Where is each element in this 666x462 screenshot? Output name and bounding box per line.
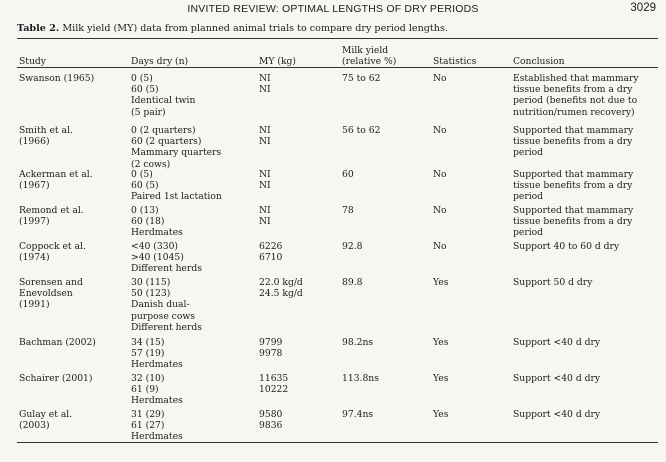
statistics-cell [433, 409, 448, 420]
relative-yield-cell [342, 277, 362, 288]
relative-yield-cell [342, 409, 373, 420]
days-dry-cell [131, 373, 183, 407]
study-cell [19, 73, 94, 84]
milk-yield-cell-line: 9978 [259, 348, 283, 360]
milk-yield-cell-line: 11635 [259, 373, 289, 384]
study-cell-line: Coppock et al. [19, 241, 86, 252]
study-cell [19, 409, 72, 431]
statistics-cell-line: No [433, 169, 447, 180]
study-cell [19, 125, 73, 147]
statistics-cell-line: No [433, 205, 447, 216]
conclusion-cell-line: period [513, 191, 544, 203]
milk-yield-cell-line: 10222 [259, 384, 289, 396]
study-cell-line: Swanson (1965) [19, 73, 95, 84]
statistics-cell [433, 337, 448, 348]
milk-yield-cell [259, 205, 271, 227]
table-caption [17, 23, 448, 34]
relative-yield-cell-line: 78 [342, 205, 354, 216]
days-dry-cell-line: 31 (29) [131, 409, 165, 420]
milk-yield-cell-line: 24.5 kg/d [259, 288, 303, 300]
days-dry-cell-line: 0 (5) [131, 169, 153, 180]
conclusion-cell [513, 409, 600, 420]
conclusion-cell [513, 205, 633, 239]
conclusion-cell-line: Established that mammary [513, 73, 639, 84]
study-cell [19, 277, 83, 311]
days-dry-cell-line: 0 (2 quarters) [131, 125, 196, 136]
conclusion-cell [513, 125, 633, 159]
days-dry-cell-line: <40 (330) [131, 241, 179, 252]
statistics-cell-line: Yes [433, 409, 449, 420]
milk-yield-cell-line: 9799 [259, 337, 283, 348]
milk-yield-cell-line: NI [259, 84, 271, 96]
relative-yield-cell-line: 98.2ns [342, 337, 374, 348]
days-dry-cell-line: Different herds [131, 263, 202, 275]
days-dry-cell-line: 61 (27) [131, 420, 165, 432]
conclusion-cell [513, 169, 633, 203]
statistics-cell [433, 277, 448, 288]
conclusion-cell [513, 337, 600, 348]
relative-yield-cell-line: 113.8ns [342, 373, 379, 384]
table-header-rule [17, 67, 658, 68]
days-dry-cell-line: Identical twin [131, 95, 196, 107]
conclusion-cell-line: tissue benefits from a dry [513, 216, 633, 228]
column-header-conclusion: Conclusion [513, 56, 565, 67]
days-dry-cell-line: 34 (15) [131, 337, 165, 348]
days-dry-cell-line: Paired 1st lactation [131, 191, 222, 203]
milk-yield-cell [259, 241, 282, 263]
study-cell [19, 337, 96, 348]
column-header-study: Study [19, 56, 46, 67]
days-dry-cell [131, 241, 202, 275]
milk-yield-cell-line: NI [259, 125, 271, 136]
conclusion-cell-line: tissue benefits from a dry [513, 180, 633, 192]
conclusion-cell-line: Support 50 d dry [513, 277, 593, 288]
conclusion-cell-line: Support <40 d dry [513, 373, 601, 384]
column-header-my: MY (kg) [259, 56, 297, 67]
days-dry-cell-line: Different herds [131, 321, 202, 333]
milk-yield-cell [259, 409, 282, 431]
relative-yield-cell [342, 125, 380, 136]
relative-yield-cell-line: 75 to 62 [342, 73, 381, 84]
conclusion-cell [513, 241, 619, 252]
days-dry-cell-line: 60 (2 quarters) [131, 136, 202, 148]
relative-yield-cell [342, 241, 362, 252]
milk-yield-cell-line: NI [259, 136, 271, 148]
relative-yield-cell-line: 97.4ns [342, 409, 374, 420]
column-header-days-dry: Days dry (n) [131, 56, 189, 67]
study-cell-line: Enevoldsen [19, 288, 73, 300]
relative-yield-cell-line: 89.8 [342, 277, 363, 288]
conclusion-cell-line: period [513, 227, 544, 239]
days-dry-cell-line: 0 (5) [131, 73, 153, 84]
conclusion-cell-line: period [513, 147, 544, 159]
days-dry-cell [131, 409, 183, 443]
conclusion-cell-line: Supported that mammary [513, 125, 634, 136]
days-dry-cell-line: 50 (123) [131, 288, 171, 300]
relative-yield-cell-line: 92.8 [342, 241, 363, 252]
conclusion-cell-line: period (benefits not due to [513, 95, 638, 107]
conclusion-cell-line: Support <40 d dry [513, 337, 601, 348]
statistics-cell [433, 125, 447, 136]
days-dry-cell-line: Herdmates [131, 359, 183, 371]
milk-yield-cell-line: 22.0 kg/d [259, 277, 303, 288]
table-top-rule [17, 38, 658, 39]
days-dry-cell-line: 60 (18) [131, 216, 165, 228]
study-cell-line: Remond et al. [19, 205, 84, 216]
conclusion-cell-line: Supported that mammary [513, 205, 634, 216]
milk-yield-cell [259, 125, 271, 147]
milk-yield-cell-line: 9836 [259, 420, 283, 432]
milk-yield-cell [259, 73, 271, 95]
study-cell [19, 241, 86, 263]
days-dry-cell-line: >40 (1045) [131, 252, 184, 264]
relative-yield-cell-line: 56 to 62 [342, 125, 381, 136]
conclusion-cell-line: Supported that mammary [513, 169, 634, 180]
statistics-cell [433, 241, 447, 252]
statistics-cell-line: Yes [433, 337, 449, 348]
table-caption-text: Milk yield (MY) data from planned animal trials to compare dry period lengths. [62, 23, 448, 34]
milk-yield-cell-line: NI [259, 169, 271, 180]
milk-yield-cell-line: NI [259, 180, 271, 192]
days-dry-cell-line: 57 (19) [131, 348, 165, 360]
study-cell-line: (1967) [19, 180, 50, 192]
study-cell-line: (1991) [19, 299, 50, 311]
relative-yield-cell [342, 373, 379, 384]
study-cell-line: (1966) [19, 136, 50, 148]
milk-yield-cell [259, 337, 282, 359]
relative-yield-cell [342, 73, 380, 84]
days-dry-cell-line: Herdmates [131, 431, 183, 443]
study-cell [19, 169, 93, 191]
statistics-cell-line: No [433, 241, 447, 252]
days-dry-cell-line: 0 (13) [131, 205, 159, 216]
statistics-cell-line: No [433, 125, 447, 136]
column-header-statistics: Statistics [433, 56, 477, 67]
milk-yield-cell-line: NI [259, 73, 271, 84]
study-cell-line: Bachman (2002) [19, 337, 96, 348]
days-dry-cell [131, 337, 183, 371]
days-dry-cell-line: 30 (115) [131, 277, 171, 288]
table-label: Table 2. [17, 23, 60, 34]
milk-yield-cell-line: NI [259, 205, 271, 216]
days-dry-cell-line: Danish dual- [131, 299, 190, 311]
milk-yield-cell-line: 6710 [259, 252, 283, 264]
days-dry-cell [131, 73, 195, 118]
conclusion-cell [513, 73, 639, 118]
days-dry-cell-line: Herdmates [131, 227, 183, 239]
column-header-relative-line1: Milk yield [342, 45, 389, 56]
relative-yield-cell [342, 205, 354, 216]
milk-yield-cell [259, 169, 271, 191]
relative-yield-cell-line: 60 [342, 169, 354, 180]
statistics-cell-line: Yes [433, 373, 449, 384]
statistics-cell [433, 73, 447, 84]
days-dry-cell-line: 32 (10) [131, 373, 165, 384]
study-cell-line: Sorensen and [19, 277, 83, 288]
days-dry-cell [131, 277, 202, 333]
milk-yield-cell-line: 6226 [259, 241, 283, 252]
running-title: INVITED REVIEW: OPTIMAL LENGTHS OF DRY PERIODS [187, 3, 479, 15]
conclusion-cell-line: Support 40 to 60 d dry [513, 241, 620, 252]
days-dry-cell [131, 169, 222, 203]
conclusion-cell [513, 277, 592, 288]
table-bottom-rule [17, 442, 658, 443]
conclusion-cell [513, 373, 600, 384]
conclusion-cell-line: tissue benefits from a dry [513, 84, 633, 96]
milk-yield-cell [259, 373, 288, 395]
study-cell-line: (1974) [19, 252, 50, 264]
study-cell [19, 373, 92, 384]
days-dry-cell [131, 125, 221, 170]
statistics-cell [433, 169, 447, 180]
page-number: 3029 [630, 2, 656, 14]
study-cell-line: Smith et al. [19, 125, 73, 136]
conclusion-cell-line: tissue benefits from a dry [513, 136, 633, 148]
study-cell-line: (1997) [19, 216, 50, 228]
milk-yield-cell-line: 9580 [259, 409, 283, 420]
days-dry-cell-line: Herdmates [131, 395, 183, 407]
statistics-cell-line: Yes [433, 277, 449, 288]
statistics-cell [433, 205, 447, 216]
running-header [0, 2, 666, 18]
study-cell-line: Schairer (2001) [19, 373, 93, 384]
relative-yield-cell [342, 169, 354, 180]
conclusion-cell-line: Support <40 d dry [513, 409, 601, 420]
relative-yield-cell [342, 337, 373, 348]
days-dry-cell-line: purpose cows [131, 310, 195, 322]
days-dry-cell-line: Mammary quarters [131, 147, 222, 159]
study-cell-line: (2003) [19, 420, 50, 432]
days-dry-cell-line: 61 (9) [131, 384, 159, 396]
study-cell-line: Gulay et al. [19, 409, 73, 420]
days-dry-cell-line: 60 (5) [131, 180, 159, 192]
days-dry-cell [131, 205, 183, 239]
conclusion-cell-line: nutrition/rumen recovery) [513, 106, 635, 118]
study-cell [19, 205, 84, 227]
study-cell-line: Ackerman et al. [19, 169, 93, 180]
statistics-cell [433, 373, 448, 384]
days-dry-cell-line: (5 pair) [131, 106, 166, 118]
milk-yield-cell [259, 277, 303, 299]
days-dry-cell-line: (2 cows) [131, 158, 171, 170]
milk-yield-cell-line: NI [259, 216, 271, 228]
column-header-relative-line2: (relative %) [342, 56, 397, 67]
statistics-cell-line: No [433, 73, 447, 84]
days-dry-cell-line: 60 (5) [131, 84, 159, 96]
